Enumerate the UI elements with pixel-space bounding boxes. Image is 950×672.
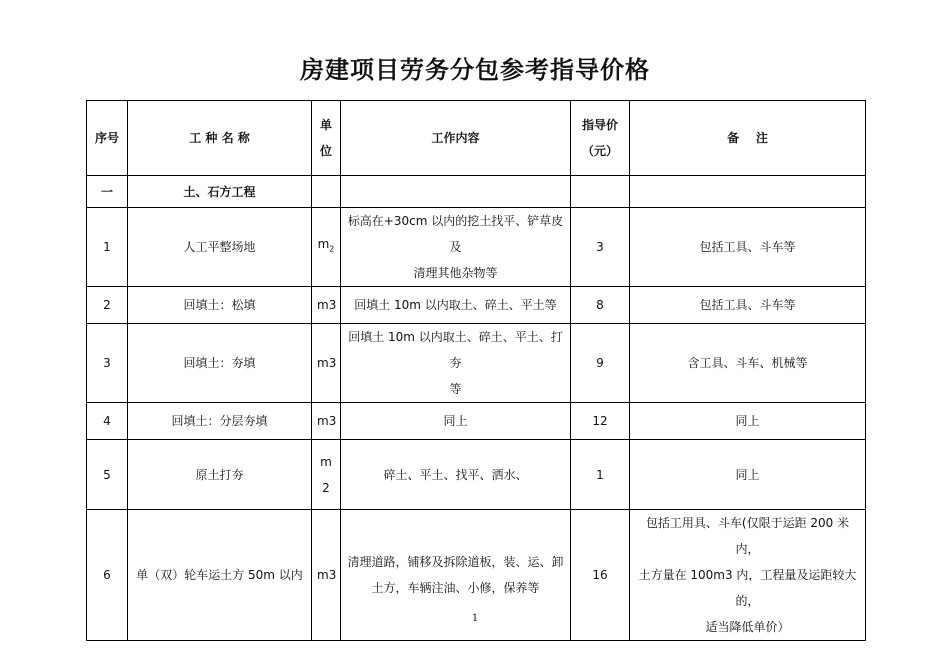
unit-base: m — [317, 237, 330, 252]
empty-cell — [312, 176, 341, 208]
row-content: 回填土 10m 以内取土、碎土、平土等 — [341, 287, 571, 324]
row-remark: 含工具、斗车、机械等 — [630, 324, 866, 403]
empty-cell — [341, 176, 571, 208]
empty-cell — [571, 176, 630, 208]
remark-line2: 土方量在 100m3 内，工程量及运距较大的， — [638, 568, 857, 608]
unit-exponent: 2 — [329, 244, 335, 254]
header-name: 工 种 名 称 — [128, 101, 312, 176]
content-line1: 清理道路，铺移及拆除道板，装、运、卸 — [347, 555, 564, 569]
row-seq: 6 — [87, 510, 128, 641]
table-row — [87, 287, 866, 324]
header-price-line1: 指导价 — [581, 118, 618, 132]
section-name: 土、石方工程 — [128, 176, 312, 208]
document-title: 房建项目劳务分包参考指导价格 — [300, 56, 650, 84]
row-content: 同上 — [341, 403, 571, 440]
table-row — [87, 440, 866, 510]
row-unit — [312, 440, 341, 510]
row-unit: m3 — [312, 510, 341, 641]
row-seq: 5 — [87, 440, 128, 510]
row-content: 碎土、平土、找平、洒水、 — [341, 440, 571, 510]
row-name: 回填土：夯填 — [128, 324, 312, 403]
row-name: 原土打夯 — [128, 440, 312, 510]
row-unit: m3 — [312, 403, 341, 440]
row-price: 1 — [571, 440, 630, 510]
row-name: 单（双）轮车运土方 50m 以内 — [128, 510, 312, 641]
row-remark: 包括工具、斗车等 — [630, 208, 866, 287]
row-seq: 4 — [87, 403, 128, 440]
row-seq: 2 — [87, 287, 128, 324]
row-content — [341, 208, 571, 287]
content-line2: 等 — [449, 382, 462, 396]
content-line1: 标高在+30cm 以内的挖土找平、铲草皮及 — [347, 214, 564, 254]
row-content — [341, 324, 571, 403]
table-row — [87, 403, 866, 440]
row-name: 回填土：松填 — [128, 287, 312, 324]
section-row — [87, 176, 866, 208]
content-line2: 清理其他杂物等 — [413, 266, 498, 280]
row-unit: m3 — [312, 287, 341, 324]
content-line1: 回填土 10m 以内取土、碎土、平土、打夯 — [348, 330, 563, 370]
remark-line1: 包括工用具、斗车(仅限于运距 200 米内， — [645, 516, 850, 556]
row-price: 8 — [571, 287, 630, 324]
empty-cell — [630, 176, 866, 208]
row-price: 9 — [571, 324, 630, 403]
header-unit-line2: 位 — [319, 144, 332, 158]
row-remark: 包括工具、斗车等 — [630, 287, 866, 324]
header-unit — [312, 101, 341, 176]
row-name: 人工平整场地 — [128, 208, 312, 287]
row-remark: 同上 — [630, 440, 866, 510]
unit-line1: m — [320, 454, 332, 469]
row-unit — [312, 208, 341, 287]
row-price: 12 — [571, 403, 630, 440]
section-seq: 一 — [87, 176, 128, 208]
header-unit-line1: 单 — [319, 118, 332, 132]
row-price: 3 — [571, 208, 630, 287]
row-remark: 同上 — [630, 403, 866, 440]
row-seq: 1 — [87, 208, 128, 287]
row-name: 回填土：分层夯填 — [128, 403, 312, 440]
remark-line3: 适当降低单价） — [705, 620, 790, 634]
header-price-line2: （元） — [581, 144, 618, 158]
header-remark: 备 注 — [630, 101, 866, 176]
header-seq: 序号 — [87, 101, 128, 176]
content-line2: 土方，车辆注油、小修，保养等 — [371, 581, 540, 595]
header-content: 工作内容 — [341, 101, 571, 176]
page-number: 1 — [471, 613, 479, 624]
table-header-row — [87, 101, 866, 176]
table-row — [87, 324, 866, 403]
price-table — [86, 100, 866, 641]
table-row — [87, 208, 866, 287]
row-price: 16 — [571, 510, 630, 641]
header-price — [571, 101, 630, 176]
row-unit: m3 — [312, 324, 341, 403]
unit-line2: 2 — [322, 480, 330, 495]
row-seq: 3 — [87, 324, 128, 403]
